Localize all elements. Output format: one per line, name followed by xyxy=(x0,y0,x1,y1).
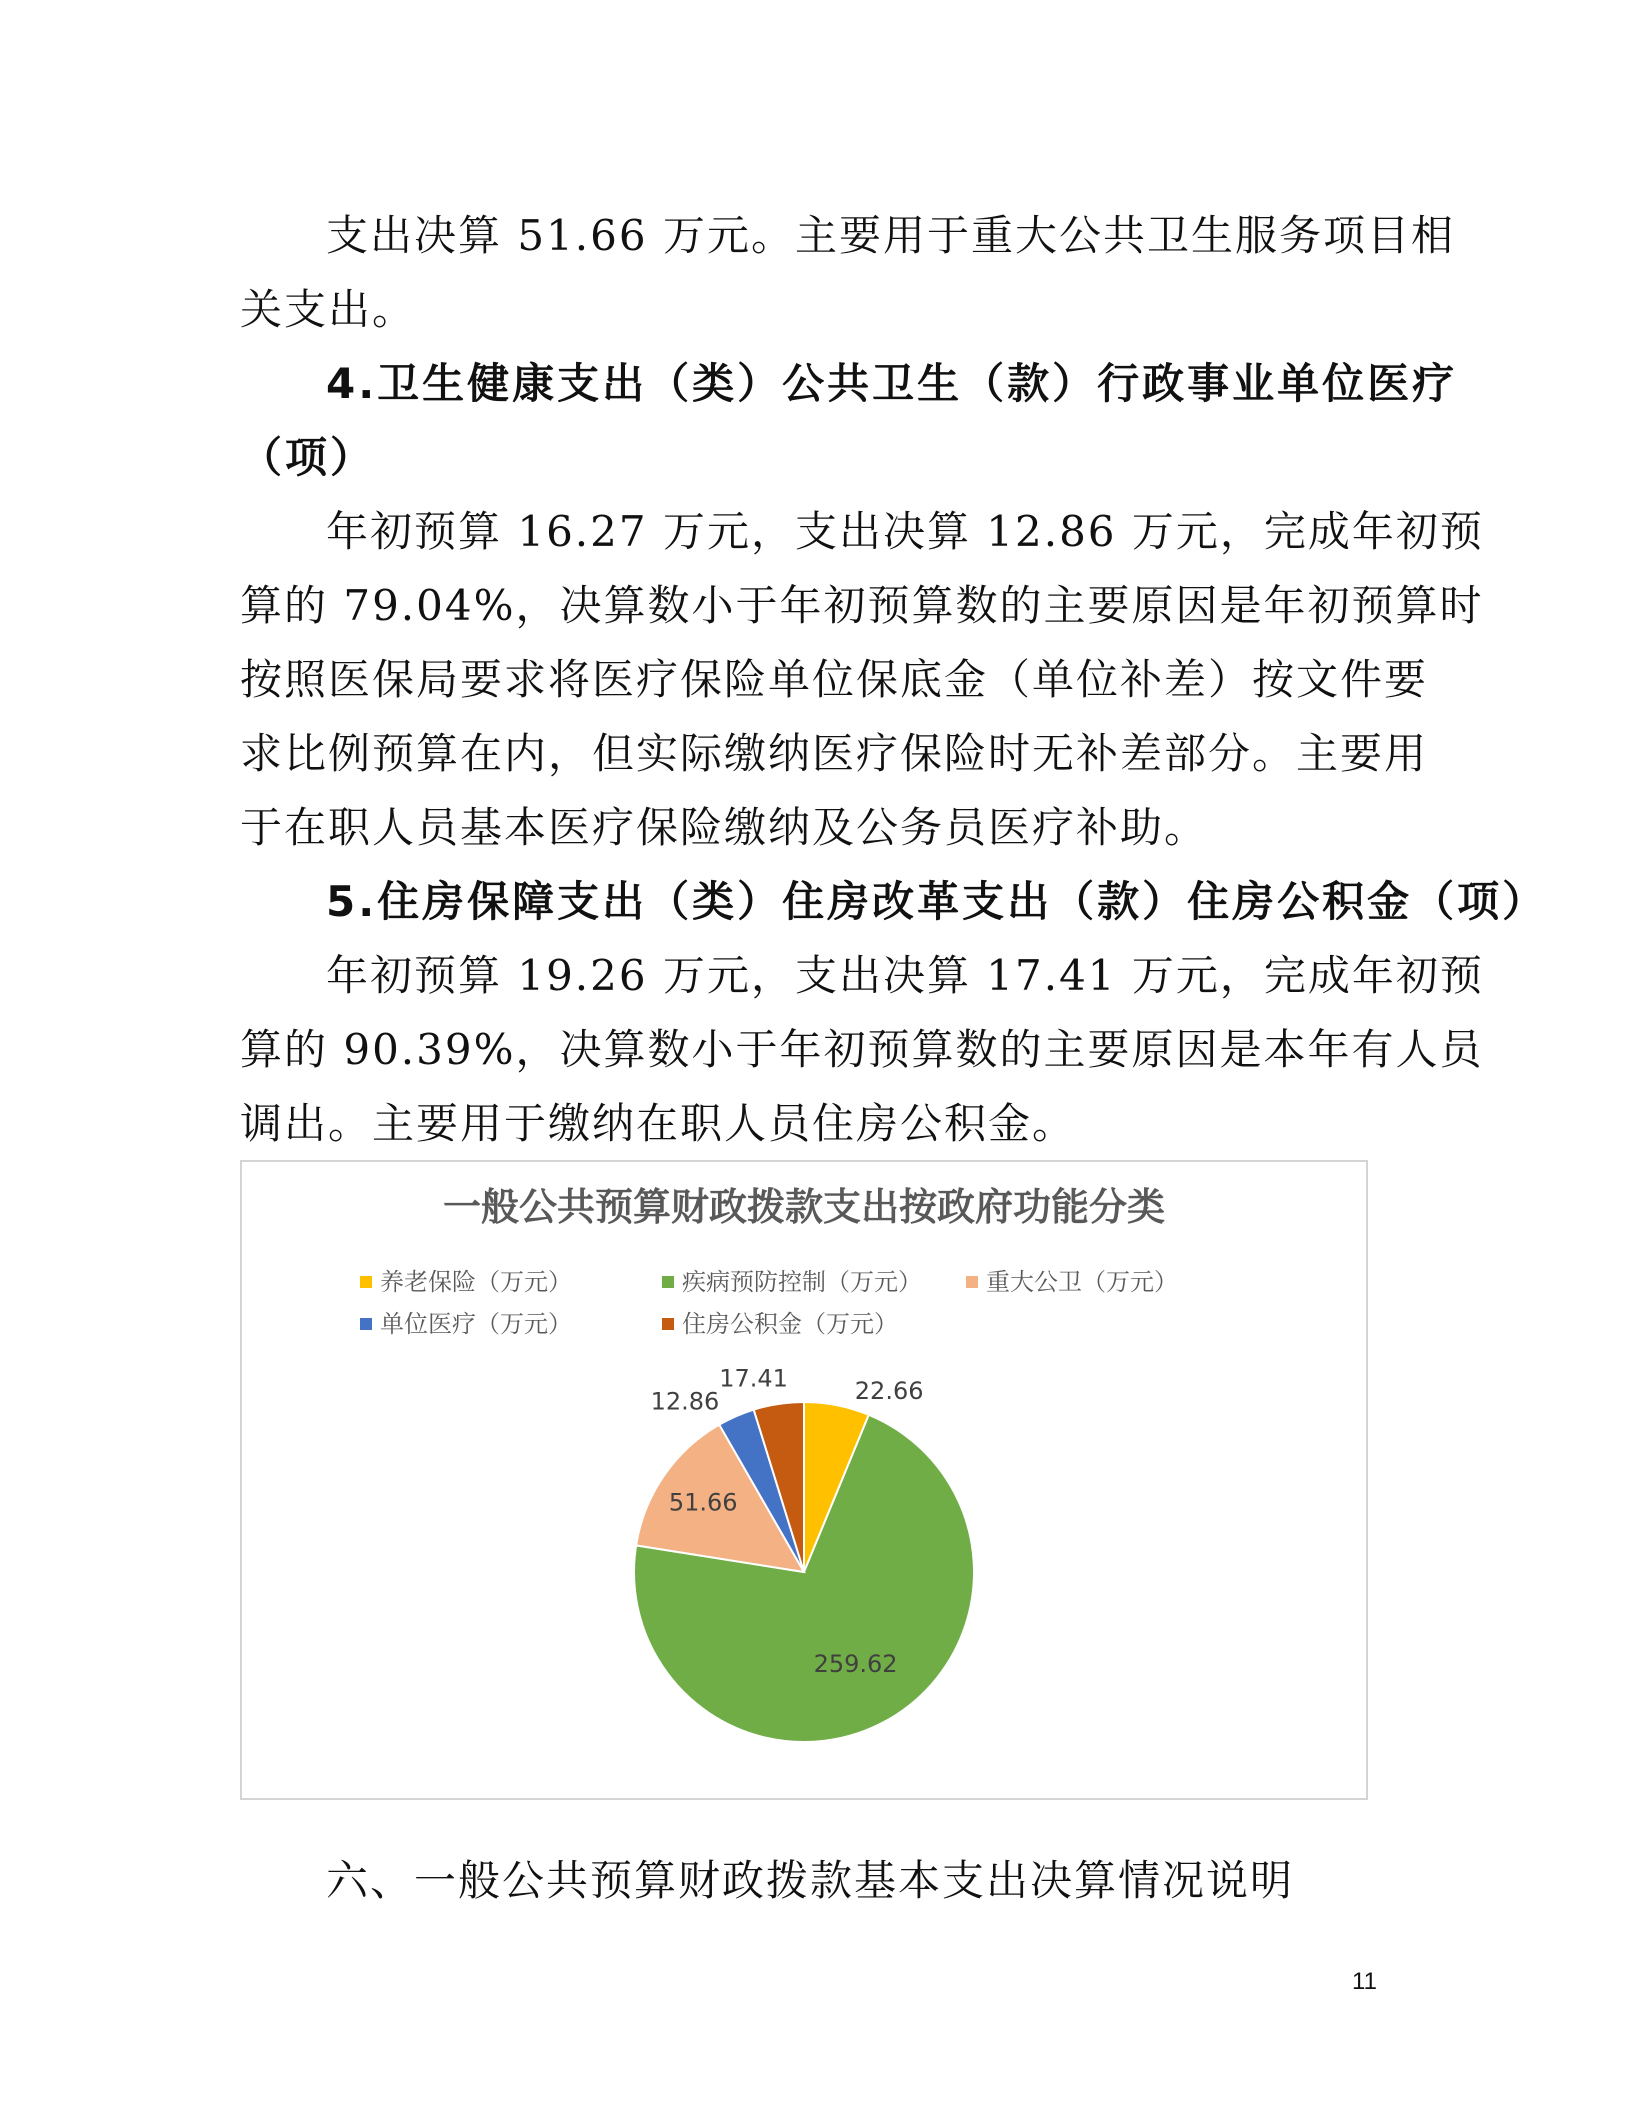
section-heading-5: 5.住房保障支出（类）住房改革支出（款）住房公积金（项） xyxy=(326,877,1548,926)
paragraph-line: 调出。主要用于缴纳在职人员住房公积金。 xyxy=(240,1099,1077,1148)
pie-svg xyxy=(242,1162,1366,1798)
pie-data-label: 17.41 xyxy=(719,1364,788,1393)
paragraph-line: 年初预算 16.27 万元，支出决算 12.86 万元，完成年初预 xyxy=(326,507,1484,556)
legend-label: 疾病预防控制（万元） xyxy=(682,1268,922,1296)
paragraph-line: 支出决算 51.66 万元。主要用于重大公共卫生服务项目相 xyxy=(326,211,1455,260)
paragraph-line: 于在职人员基本医疗保险缴纳及公务员医疗补助。 xyxy=(240,803,1209,852)
legend-label: 重大公卫（万元） xyxy=(986,1268,1178,1296)
pie-chart xyxy=(240,1160,1368,1800)
page-number: 11 xyxy=(1352,1968,1377,1995)
section-heading-4-cont: （项） xyxy=(240,433,376,482)
legend-label: 单位医疗（万元） xyxy=(380,1310,572,1338)
paragraph-line: 算的 79.04%，决算数小于年初预算数的主要原因是年初预算时 xyxy=(240,581,1484,630)
paragraph-line: 算的 90.39%，决算数小于年初预算数的主要原因是本年有人员 xyxy=(240,1025,1484,1074)
paragraph-line: 关支出。 xyxy=(240,285,417,334)
pie-data-label: 259.62 xyxy=(813,1649,898,1678)
pie-data-label: 12.86 xyxy=(650,1387,720,1416)
section-title: 六、一般公共预算财政拨款基本支出决算情况说明 xyxy=(326,1856,1295,1905)
paragraph-line: 年初预算 19.26 万元，支出决算 17.41 万元，完成年初预 xyxy=(326,951,1484,1000)
paragraph-line: 求比例预算在内，但实际缴纳医疗保险时无补差部分。主要用 xyxy=(240,729,1429,778)
legend-label: 住房公积金（万元） xyxy=(682,1310,898,1338)
section-heading-4: 4.卫生健康支出（类）公共卫生（款）行政事业单位医疗 xyxy=(326,359,1458,408)
legend-label: 养老保险（万元） xyxy=(380,1268,572,1296)
pie-data-label: 22.66 xyxy=(854,1377,924,1406)
chart-title: 一般公共预算财政拨款支出按政府功能分类 xyxy=(442,1185,1165,1229)
pie-data-label: 51.66 xyxy=(668,1488,738,1517)
paragraph-line: 按照医保局要求将医疗保险单位保底金（单位补差）按文件要 xyxy=(240,655,1429,704)
